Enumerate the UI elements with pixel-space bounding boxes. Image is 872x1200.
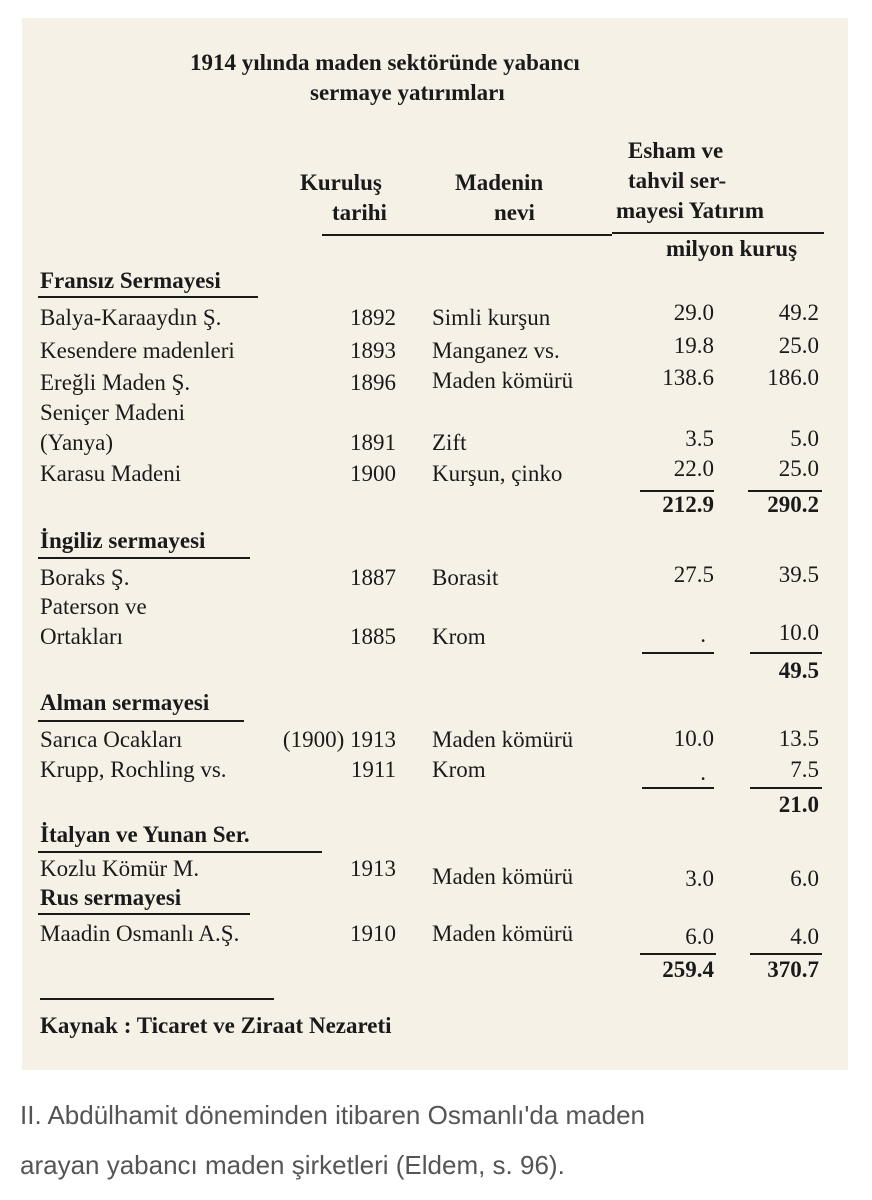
founding-year: 1893 <box>350 338 396 363</box>
founding-year: 1913 <box>350 856 396 881</box>
yatirim-value: 7.5 <box>790 757 819 782</box>
header-tarihi: tarihi <box>332 200 387 225</box>
company-name: Krupp, Rochling vs. <box>40 757 227 782</box>
source-note: Kaynak : Ticaret ve Ziraat Nezareti <box>40 1013 392 1038</box>
esham-value: 3.0 <box>685 866 714 891</box>
grand-total-yatirim: 370.7 <box>767 957 819 982</box>
company-name: Seniçer Madeni <box>40 400 185 425</box>
header-rule-right <box>612 232 824 234</box>
yatirim-value: 49.2 <box>778 300 819 325</box>
group-label-fransiz: Fransız Sermayesi <box>40 268 221 293</box>
mine-type: Manganez vs. <box>432 338 560 363</box>
founding-year: (1900) 1913 <box>282 727 396 752</box>
company-name-cont: Ortakları <box>40 624 124 649</box>
mine-type: Maden kömürü <box>432 727 574 752</box>
mine-type: Maden kömürü <box>432 921 574 946</box>
caption-line-1: II. Abdülhamit döneminden itibaren Osmanlı'da maden <box>20 1100 646 1130</box>
mine-type: Maden kömürü <box>432 864 574 889</box>
mine-type: Zift <box>432 430 467 455</box>
header-madenin: Madenin <box>455 170 544 195</box>
company-name: Paterson ve <box>40 594 147 619</box>
subtotal-rule-esham <box>642 652 714 654</box>
header-kurulus: Kuruluş <box>300 170 382 195</box>
company-name: Karasu Madeni <box>40 461 182 486</box>
yatirim-value: 186.0 <box>767 365 819 390</box>
group-rule-alman <box>38 720 244 722</box>
esham-value: 6.0 <box>685 924 714 949</box>
founding-year: 1911 <box>350 757 396 782</box>
esham-value: 19.8 <box>673 333 714 358</box>
grand-total-rule-esham <box>640 953 716 955</box>
table-title-line-2: sermaye yatırımları <box>310 80 505 105</box>
subtotal-rule-yatirim <box>750 787 822 789</box>
yatirim-value: 4.0 <box>790 924 819 949</box>
esham-value: 138.6 <box>662 365 714 390</box>
subtotal-yatirim: 290.2 <box>767 492 819 517</box>
company-name: Boraks Ş. <box>40 565 130 590</box>
yatirim-value: 39.5 <box>778 562 819 587</box>
esham-value: 27.5 <box>673 562 714 587</box>
mine-type: Krom <box>432 624 486 649</box>
mine-type: Borasit <box>432 565 499 590</box>
esham-value: . <box>700 760 706 785</box>
company-name: Sarıca Ocakları <box>40 727 183 752</box>
company-name: Ereğli Maden Ş. <box>40 370 191 395</box>
header-rule <box>322 234 612 236</box>
group-label-alman: Alman sermayesi <box>40 690 210 715</box>
group-rule-ingiliz <box>38 557 250 559</box>
founding-year: 1900 <box>350 461 396 486</box>
yatirim-value: 10.0 <box>778 620 819 645</box>
company-name: Maadin Osmanlı A.Ş. <box>40 921 240 946</box>
company-name-cont: (Yanya) <box>40 430 114 455</box>
esham-value: 29.0 <box>673 300 714 325</box>
yatirim-value: 6.0 <box>790 866 819 891</box>
mine-type: Simli kurşun <box>432 305 551 330</box>
company-name: Kesendere madenleri <box>40 338 235 363</box>
founding-year: 1910 <box>350 921 396 946</box>
subtotal-yatirim: 49.5 <box>778 658 819 683</box>
mine-type: Kurşun, çinko <box>432 461 563 486</box>
group-rule-italyan <box>38 851 322 853</box>
founding-year: 1896 <box>350 370 396 395</box>
subtotal-rule-yatirim <box>750 652 822 654</box>
header-unit: milyon kuruş <box>666 236 798 261</box>
esham-value: 10.0 <box>673 726 714 751</box>
footnote-rule <box>40 998 274 1000</box>
table-title-line-1: 1914 yılında maden sektöründe yabancı <box>190 50 580 75</box>
subtotal-yatirim: 21.0 <box>778 792 819 817</box>
mine-type: Maden kömürü <box>432 368 574 393</box>
yatirim-value: 5.0 <box>790 426 819 451</box>
caption-line-2: arayan yabancı maden şirketleri (Eldem, s. 96). <box>20 1150 565 1180</box>
group-label-ingiliz: İngiliz sermayesi <box>40 528 206 553</box>
header-esham: Esham ve <box>628 138 724 163</box>
group-rule-fransiz <box>38 296 258 298</box>
header-mayesi-yatirim: mayesi Yatırım <box>616 198 764 223</box>
founding-year: 1885 <box>350 624 396 649</box>
grand-total-rule-yatirim <box>750 953 822 955</box>
esham-value: 22.0 <box>673 456 714 481</box>
founding-year: 1892 <box>350 305 396 330</box>
yatirim-value: 13.5 <box>778 726 819 751</box>
group-rule-rus <box>38 913 250 915</box>
company-name: Balya-Karaaydın Ş. <box>40 305 222 330</box>
founding-year: 1891 <box>350 430 396 455</box>
yatirim-value: 25.0 <box>778 333 819 358</box>
grand-total-esham: 259.4 <box>662 957 714 982</box>
esham-value: . <box>700 622 706 647</box>
group-label-rus: Rus sermayesi <box>40 885 182 910</box>
header-nevi: nevi <box>494 200 535 225</box>
group-label-italyan: İtalyan ve Yunan Ser. <box>40 822 250 847</box>
company-name: Kozlu Kömür M. <box>40 856 200 881</box>
subtotal-rule-esham <box>642 787 714 789</box>
subtotal-esham: 212.9 <box>662 492 714 517</box>
header-tahvil: tahvil ser- <box>628 168 727 193</box>
yatirim-value: 25.0 <box>778 456 819 481</box>
mine-type: Krom <box>432 757 486 782</box>
founding-year: 1887 <box>350 565 396 590</box>
esham-value: 3.5 <box>685 426 714 451</box>
